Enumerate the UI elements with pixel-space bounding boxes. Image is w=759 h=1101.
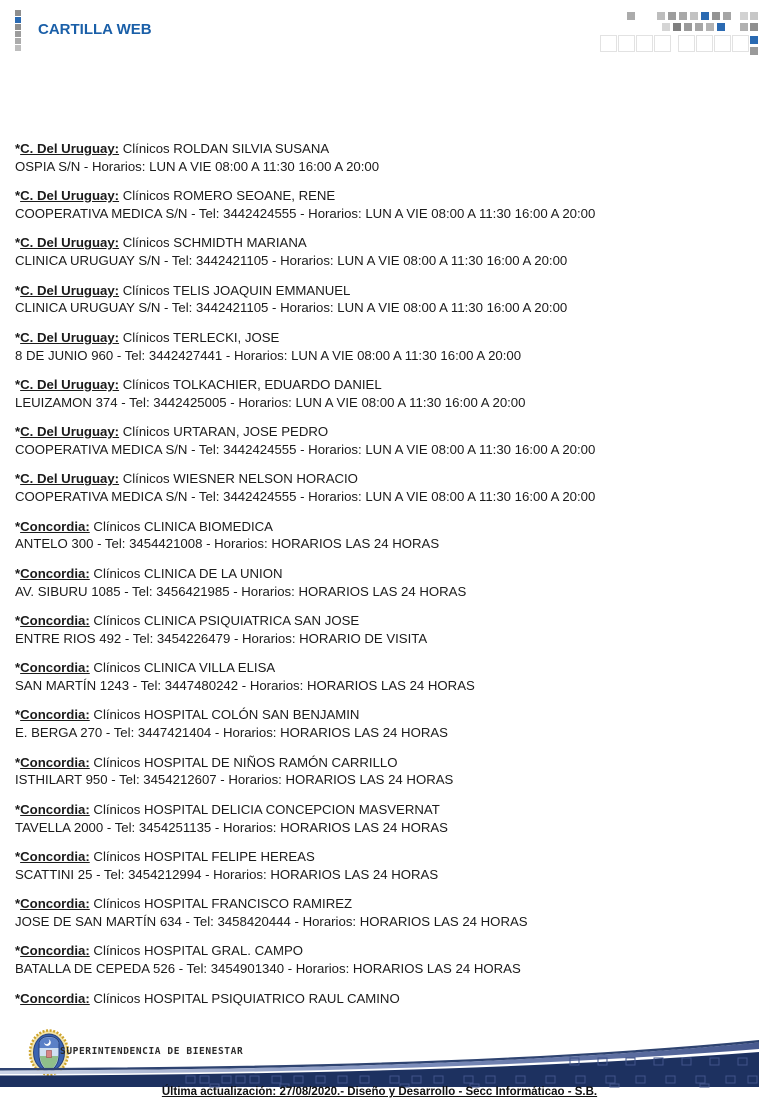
entry-city: C. Del Uruguay: xyxy=(20,471,120,487)
entry-headline xyxy=(15,754,751,772)
provider-entry xyxy=(15,801,751,836)
entry-details: E. BERGA 270 - Tel: 3447421404 - Horarios: HORARIOS LAS 24 HORAS xyxy=(15,725,448,741)
entry-bullet: * xyxy=(15,613,21,629)
entry-bullet: * xyxy=(15,424,21,440)
entry-bullet: * xyxy=(15,896,21,912)
entry-bullet: * xyxy=(15,754,21,770)
entry-title: Clínicos TERLECKI, JOSE xyxy=(119,329,280,345)
provider-entry xyxy=(15,754,751,789)
mosaic-square xyxy=(15,31,21,37)
entry-title: Clínicos ROLDAN SILVIA SUSANA xyxy=(119,141,330,156)
entry-headline xyxy=(15,518,751,536)
entry-title: Clínicos SCHMIDTH MARIANA xyxy=(119,235,307,251)
entry-details: SAN MARTÍN 1243 - Tel: 3447480242 - Horarios: HORARIOS LAS 24 HORAS xyxy=(15,677,475,693)
entry-details: 8 DE JUNIO 960 - Tel: 3442427441 - Horarios: LUN A VIE 08:00 A 11:30 16:00 A 20:00 xyxy=(15,347,522,363)
footer-org-label: SUPERINTENDENCIA DE BIENESTAR xyxy=(60,1046,244,1057)
entry-bullet: * xyxy=(15,990,21,1006)
entry-title: Clínicos HOSPITAL DE NIÑOS RAMÓN CARRILLO xyxy=(89,754,398,770)
entry-bullet: * xyxy=(15,471,21,487)
entry-city: C. Del Uruguay: xyxy=(20,235,120,251)
entry-bullet: * xyxy=(15,943,21,959)
entry-title: Clínicos URTARAN, JOSE PEDRO xyxy=(119,424,329,440)
entry-title: Clínicos TOLKACHIER, EDUARDO DANIEL xyxy=(119,377,382,393)
entry-bullet: * xyxy=(15,377,21,393)
provider-entry xyxy=(15,706,751,741)
entry-city: Concordia: xyxy=(20,613,90,629)
pixel-mosaic-decoration xyxy=(599,5,759,60)
entry-title: Clínicos HOSPITAL COLÓN SAN BENJAMIN xyxy=(89,707,360,723)
entry-bullet: * xyxy=(15,188,21,204)
entry-headline xyxy=(15,140,751,158)
entry-city: Concordia: xyxy=(20,801,90,817)
entry-details: COOPERATIVA MEDICA S/N - Tel: 3442424555 - Horarios: LUN A VIE 08:00 A 11:30 16:00 A 20:00 xyxy=(15,205,596,221)
entry-headline xyxy=(15,706,751,724)
provider-entry xyxy=(15,470,751,505)
provider-entry xyxy=(15,282,751,317)
provider-entry xyxy=(15,659,751,694)
entry-headline xyxy=(15,848,751,866)
entry-headline xyxy=(15,187,751,205)
entry-headline xyxy=(15,470,751,488)
provider-entry xyxy=(15,612,751,647)
entry-bullet: * xyxy=(15,849,21,865)
entry-headline xyxy=(15,801,751,819)
entry-bullet: * xyxy=(15,707,21,723)
provider-entry xyxy=(15,187,751,222)
entry-headline xyxy=(15,234,751,252)
mosaic-square xyxy=(15,38,21,44)
entry-city: Concordia: xyxy=(20,896,90,912)
provider-entry xyxy=(15,518,751,553)
provider-entry xyxy=(15,848,751,883)
provider-entry xyxy=(15,423,751,458)
entry-city: C. Del Uruguay: xyxy=(20,377,120,393)
entry-city: C. Del Uruguay: xyxy=(20,424,120,440)
entry-details: COOPERATIVA MEDICA S/N - Tel: 3442424555 - Horarios: LUN A VIE 08:00 A 11:30 16:00 A 20:00 xyxy=(15,489,596,505)
entry-city: Concordia: xyxy=(20,707,90,723)
entry-city: Concordia: xyxy=(20,565,90,581)
provider-entry xyxy=(15,140,751,175)
entry-details: CLINICA URUGUAY S/N - Tel: 3442421105 - Horarios: LUN A VIE 08:00 A 11:30 16:00 A 20:00 xyxy=(15,253,568,269)
entry-title: Clínicos HOSPITAL DELICIA CONCEPCION MASVERNAT xyxy=(89,801,440,817)
entry-details: OSPIA S/N - Horarios: LUN A VIE 08:00 A 11:30 16:00 A 20:00 xyxy=(15,158,380,174)
entry-title: Clínicos HOSPITAL FRANCISCO RAMIREZ xyxy=(89,896,353,912)
entry-title: Clínicos HOSPITAL PSIQUIATRICO RAUL CAMINO xyxy=(89,990,400,1006)
entry-details: CLINICA URUGUAY S/N - Tel: 3442421105 - Horarios: LUN A VIE 08:00 A 11:30 16:00 A 20:00 xyxy=(15,300,568,316)
entry-title: Clínicos WIESNER NELSON HORACIO xyxy=(119,471,358,487)
entry-city: C. Del Uruguay: xyxy=(20,188,120,204)
entry-title: Clínicos CLINICA BIOMEDICA xyxy=(89,518,273,534)
entry-headline xyxy=(15,990,751,1008)
entry-city: C. Del Uruguay: xyxy=(20,282,120,298)
entry-details: JOSE DE SAN MARTÍN 634 - Tel: 3458420444 - Horarios: HORARIOS LAS 24 HORAS xyxy=(15,913,528,929)
pixel-mosaic-icon xyxy=(15,10,22,52)
entry-details: LEUIZAMON 374 - Tel: 3442425005 - Horarios: LUN A VIE 08:00 A 11:30 16:00 A 20:00 xyxy=(15,394,526,410)
entry-headline xyxy=(15,376,751,394)
entry-bullet: * xyxy=(15,801,21,817)
entry-title: Clínicos HOSPITAL GRAL. CAMPO xyxy=(89,943,303,959)
entry-bullet: * xyxy=(15,329,21,345)
provider-entry xyxy=(15,895,751,930)
entry-headline xyxy=(15,423,751,441)
entry-headline xyxy=(15,329,751,347)
entry-details: COOPERATIVA MEDICA S/N - Tel: 3442424555 - Horarios: LUN A VIE 08:00 A 11:30 16:00 A 20:00 xyxy=(15,441,596,457)
entry-city: Concordia: xyxy=(20,518,90,534)
entry-city: Concordia: xyxy=(20,990,90,1006)
entry-bullet: * xyxy=(15,518,21,534)
entry-headline xyxy=(15,895,751,913)
entry-bullet: * xyxy=(15,565,21,581)
entry-headline xyxy=(15,942,751,960)
entry-details: ANTELO 300 - Tel: 3454421008 - Horarios: HORARIOS LAS 24 HORAS xyxy=(15,536,440,552)
entry-title: Clínicos ROMERO SEOANE, RENE xyxy=(119,188,336,204)
provider-entry xyxy=(15,329,751,364)
mosaic-square xyxy=(15,24,21,30)
mosaic-square xyxy=(15,45,21,51)
entry-title: Clínicos TELIS JOAQUIN EMMANUEL xyxy=(119,282,351,298)
entry-details: TAVELLA 2000 - Tel: 3454251135 - Horarios: HORARIOS LAS 24 HORAS xyxy=(15,819,448,835)
entry-city: Concordia: xyxy=(20,660,90,676)
entry-title: Clínicos HOSPITAL FELIPE HEREAS xyxy=(89,849,315,865)
provider-entry xyxy=(15,234,751,269)
provider-entry xyxy=(15,565,751,600)
entry-bullet: * xyxy=(15,660,21,676)
entry-details: AV. SIBURU 1085 - Tel: 3456421985 - Horarios: HORARIOS LAS 24 HORAS xyxy=(15,583,467,599)
entry-details: ISTHILART 950 - Tel: 3454212607 - Horarios: HORARIOS LAS 24 HORAS xyxy=(15,772,454,788)
entry-title: Clínicos CLINICA DE LA UNION xyxy=(89,565,283,581)
mosaic-square xyxy=(15,17,21,23)
page-title: CARTILLA WEB xyxy=(38,21,152,38)
entries xyxy=(15,140,751,1019)
entry-bullet: * xyxy=(15,141,21,156)
entry-details: SCATTINI 25 - Tel: 3454212994 - Horarios: HORARIOS LAS 24 HORAS xyxy=(15,866,439,882)
entry-headline xyxy=(15,282,751,300)
footer-note: Última actualización: 27/08/2020.- Diseño y Desarrollo - Secc Informáticao - S.B. xyxy=(161,1086,598,1098)
entry-bullet: * xyxy=(15,235,21,251)
entry-details: BATALLA DE CEPEDA 526 - Tel: 3454901340 - Horarios: HORARIOS LAS 24 HORAS xyxy=(15,961,521,977)
provider-entry xyxy=(15,376,751,411)
entry-bullet: * xyxy=(15,282,21,298)
entry-details: ENTRE RIOS 492 - Tel: 3454226479 - Horarios: HORARIO DE VISITA xyxy=(15,630,428,646)
provider-entry xyxy=(15,942,751,977)
mosaic-square xyxy=(15,10,21,16)
entry-city: Concordia: xyxy=(20,754,90,770)
entry-headline xyxy=(15,659,751,677)
entry-title: Clínicos CLINICA PSIQUIATRICA SAN JOSE xyxy=(89,613,360,629)
entry-headline xyxy=(15,565,751,583)
entry-title: Clínicos CLINICA VILLA ELISA xyxy=(89,660,276,676)
entry-city: C. Del Uruguay: xyxy=(20,141,120,156)
entry-city: Concordia: xyxy=(20,943,90,959)
provider-entry xyxy=(15,990,751,1008)
entry-city: C. Del Uruguay: xyxy=(20,329,120,345)
footer-wave-decoration xyxy=(0,1038,759,1088)
entry-city: Concordia: xyxy=(20,849,90,865)
entry-headline xyxy=(15,612,751,630)
